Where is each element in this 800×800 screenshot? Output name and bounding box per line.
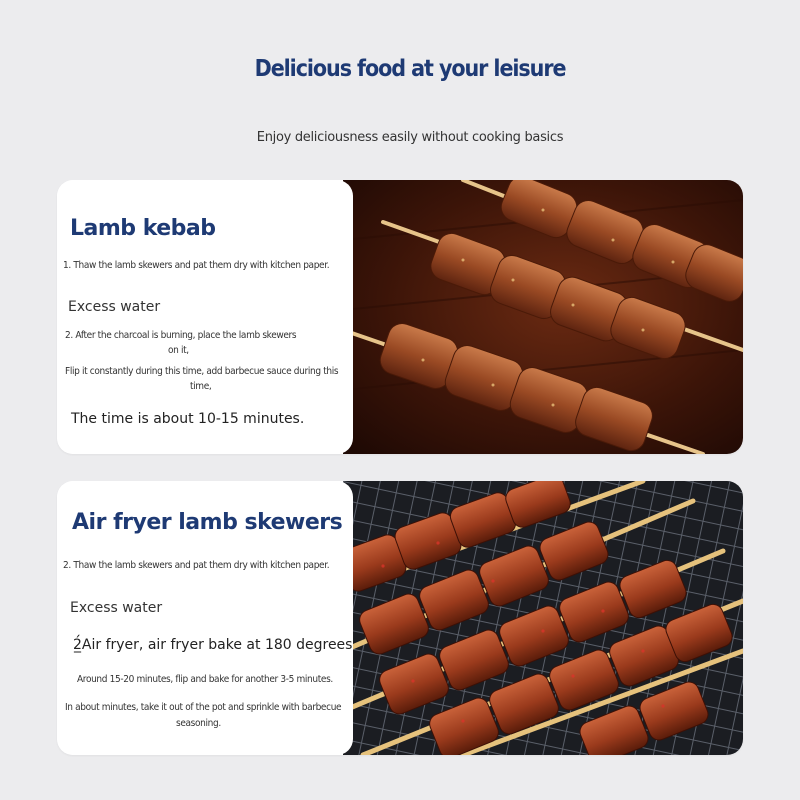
card-heading: Lamb kebab [70,216,216,241]
step-text: 2. After the charcoal is burning, place the lamb skewers [65,330,297,341]
step-text: Flip it constantly during this time, add barbecue sauce during this [65,366,339,377]
step-text: 1. Thaw the lamb skewers and pat them dry with kitchen paper. [63,260,330,271]
time-note: The time is about 10-15 minutes. [71,411,305,427]
step-text: In about minutes, take it out of the pot and sprinkle with barbecue [65,702,342,713]
page-subtitle: Enjoy deliciousness easily without cooking basics [256,130,564,145]
step-text: on it, [168,345,189,356]
page-title: Delicious food at your leisure [254,56,566,82]
step-text: 2. Thaw the lamb skewers and pat them dry with kitchen paper. [63,560,330,571]
air-fryer-lamb-photo [343,481,743,755]
step-text: seasoning. [176,718,221,729]
card-heading: Air fryer lamb skewers [72,510,343,535]
step-subheading: Excess water [68,299,161,315]
lamb-kebab-photo [343,180,743,454]
air-fryer-text-panel [57,481,353,755]
step-subheading: Excess water [70,600,163,616]
step-text: Around 15-20 minutes, flip and bake for another 3-5 minutes. [77,674,333,685]
step-text: time, [190,381,212,392]
lamb-kebab-card [57,180,743,454]
air-fryer-card [57,481,743,755]
lamb-kebab-text-panel [57,180,353,454]
step-text: 2̲́Air fryer, air fryer bake at 180 degrees [73,637,353,653]
